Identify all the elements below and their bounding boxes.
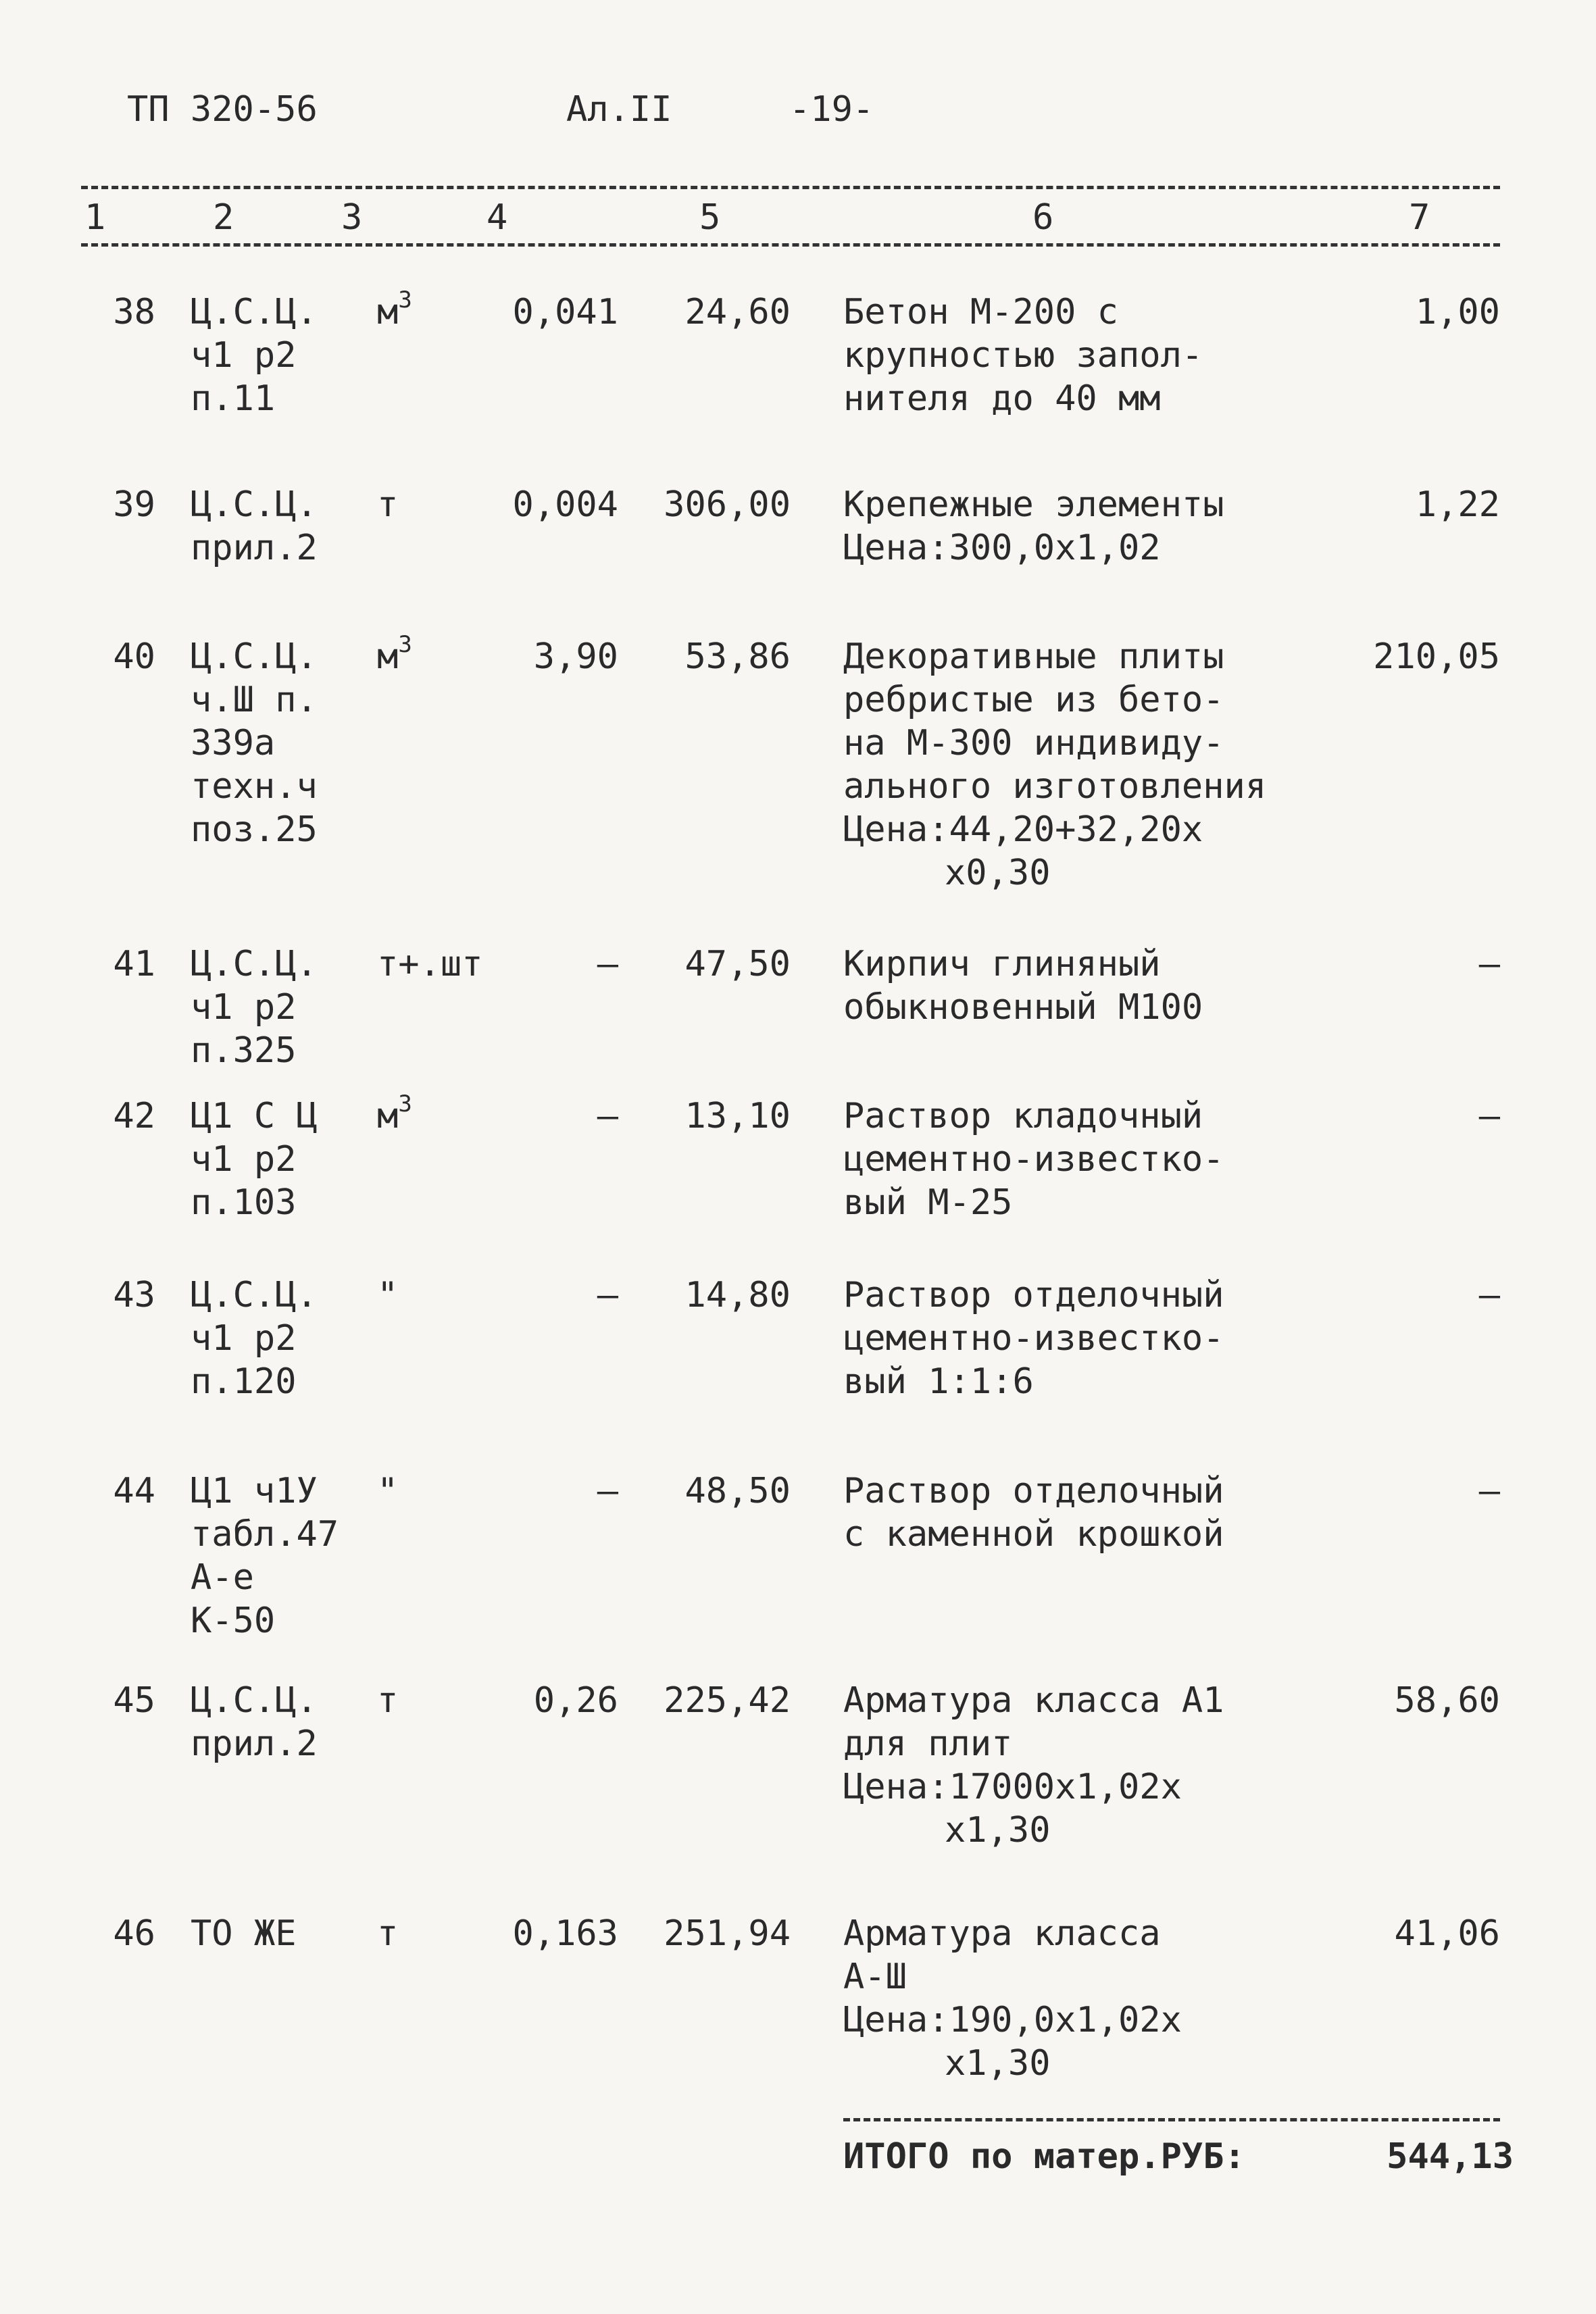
norm-reference-line: прил.2 <box>191 1724 318 1764</box>
quantity: – <box>597 944 618 984</box>
description-line: А-Ш <box>843 1957 907 1997</box>
column-number-6: 6 <box>1032 197 1054 238</box>
quantity: 0,163 <box>512 1913 618 1954</box>
column-number-4: 4 <box>487 197 508 238</box>
norm-reference-line: Ц.С.Ц. <box>191 1680 318 1721</box>
norm-reference <box>191 635 318 851</box>
page-number: -19- <box>789 89 874 130</box>
unit <box>377 1274 398 1317</box>
description-line: цементно-известко- <box>843 1139 1224 1180</box>
unit-price: 53,86 <box>684 636 791 677</box>
total-cost: 58,60 <box>1394 1680 1500 1721</box>
norm-reference-line: ч.Ш п. <box>191 680 318 720</box>
norm-reference-line: п.325 <box>191 1030 297 1071</box>
description <box>843 1679 1224 1852</box>
description-line: Цена:300,0х1,02 <box>843 528 1161 568</box>
description-line: Бетон М-200 с <box>843 292 1118 332</box>
unit-text: м <box>377 1096 399 1136</box>
description-line: ребристые из бето- <box>843 680 1224 720</box>
unit-exponent: 3 <box>398 286 412 313</box>
description <box>843 942 1203 1029</box>
unit <box>377 1679 398 1722</box>
total-cost: 210,05 <box>1373 636 1500 677</box>
norm-reference-line: техн.ч <box>191 766 318 807</box>
norm-reference-line: ч1 р2 <box>191 1318 297 1359</box>
norm-reference-line: табл.47 <box>191 1514 339 1555</box>
description-line: вый М-25 <box>843 1182 1013 1223</box>
quantity: – <box>597 1471 618 1511</box>
total-label: ИТОГО по матер.РУБ: <box>843 2136 1245 2177</box>
description-line: Крепежные элементы <box>843 484 1224 525</box>
norm-reference-line: К-50 <box>191 1601 276 1641</box>
norm-reference <box>191 1912 297 1955</box>
unit-text: " <box>377 1275 399 1315</box>
description-line: Цена:44,20+32,20х <box>843 809 1203 850</box>
total-cost: 1,00 <box>1415 292 1500 332</box>
description-line: Цена:190,0х1,02х <box>843 2000 1182 2040</box>
norm-reference-line: Ц.С.Ц. <box>191 636 318 677</box>
quantity: 0,041 <box>512 292 618 332</box>
unit-exponent: 3 <box>398 630 412 658</box>
row-number: 42 <box>113 1096 155 1136</box>
total-cost: 1,22 <box>1415 484 1500 525</box>
row-number: 39 <box>113 484 155 525</box>
description-line: Цена:17000х1,02х <box>843 1767 1182 1807</box>
column-number-1: 1 <box>84 197 106 238</box>
column-number-2: 2 <box>213 197 234 238</box>
norm-reference-line: ТО ЖЕ <box>191 1913 297 1954</box>
unit-exponent: 3 <box>398 1090 412 1117</box>
total-cost: – <box>1478 1096 1500 1136</box>
norm-reference <box>191 1679 318 1765</box>
description <box>843 291 1203 420</box>
description-line: Раствор отделочный <box>843 1275 1224 1315</box>
description <box>843 1912 1182 2085</box>
norm-reference <box>191 1274 318 1403</box>
unit <box>377 1912 398 1955</box>
unit <box>377 1090 412 1138</box>
unit-text: м <box>377 292 399 332</box>
quantity: 0,004 <box>512 484 618 525</box>
unit <box>377 286 412 334</box>
total-cost: 41,06 <box>1394 1913 1500 1954</box>
description-line: нителя до 40 мм <box>843 378 1161 419</box>
norm-reference-line: прил.2 <box>191 528 318 568</box>
unit-price: 306,00 <box>664 484 791 525</box>
total-value: 544,13 <box>1387 2136 1514 2177</box>
row-number: 44 <box>113 1471 155 1511</box>
description-line: обыкновенный М100 <box>843 987 1203 1028</box>
unit <box>377 1469 398 1513</box>
column-header-rule <box>81 243 1500 247</box>
norm-reference-line: А-е <box>191 1557 254 1598</box>
description-line: вый 1:1:6 <box>843 1361 1034 1402</box>
description-line: крупностью запол- <box>843 335 1203 376</box>
quantity: – <box>597 1275 618 1315</box>
column-number-5: 5 <box>699 197 721 238</box>
norm-reference-line: Ц.С.Ц. <box>191 944 318 984</box>
norm-reference-line: Ц.С.Ц. <box>191 292 318 332</box>
description <box>843 635 1266 895</box>
unit-price: 251,94 <box>664 1913 791 1954</box>
norm-reference-line: ч1 р2 <box>191 1139 297 1180</box>
description <box>843 1274 1224 1403</box>
unit-text: м <box>377 636 399 677</box>
norm-reference-line: 339а <box>191 723 276 763</box>
album-number: Ал.II <box>566 89 672 130</box>
unit-price: 14,80 <box>684 1275 791 1315</box>
table-top-rule <box>81 186 1500 189</box>
total-cost: – <box>1478 944 1500 984</box>
norm-reference-line: п.120 <box>191 1361 297 1402</box>
norm-reference <box>191 1469 339 1642</box>
row-number: 41 <box>113 944 155 984</box>
unit-price: 48,50 <box>684 1471 791 1511</box>
norm-reference-line: Ц.С.Ц. <box>191 484 318 525</box>
unit-text: т <box>377 1680 399 1721</box>
unit-text: т <box>377 1913 399 1954</box>
norm-reference-line: поз.25 <box>191 809 318 850</box>
unit-price: 225,42 <box>664 1680 791 1721</box>
norm-reference <box>191 1095 318 1224</box>
row-number: 38 <box>113 292 155 332</box>
quantity: 0,26 <box>533 1680 618 1721</box>
norm-reference-line: Ц1 ч1У <box>191 1471 318 1511</box>
unit <box>377 942 483 986</box>
row-number: 40 <box>113 636 155 677</box>
description-line: с каменной крошкой <box>843 1514 1224 1555</box>
description <box>843 1095 1224 1224</box>
norm-reference-line: ч1 р2 <box>191 987 297 1028</box>
description-line: Арматура класса <box>843 1913 1161 1954</box>
description-line: Декоративные плиты <box>843 636 1224 677</box>
unit <box>377 483 398 526</box>
unit-price: 47,50 <box>684 944 791 984</box>
total-cost: – <box>1478 1275 1500 1315</box>
column-number-3: 3 <box>341 197 363 238</box>
unit-price: 24,60 <box>684 292 791 332</box>
description-line: Раствор кладочный <box>843 1096 1203 1136</box>
norm-reference <box>191 483 318 570</box>
row-number: 43 <box>113 1275 155 1315</box>
column-number-7: 7 <box>1409 197 1430 238</box>
description-line: ального изготовления <box>843 766 1267 807</box>
description-line: Раствор отделочный <box>843 1471 1224 1511</box>
document-code: ТП 320-56 <box>127 89 318 130</box>
unit-price: 13,10 <box>684 1096 791 1136</box>
description-line: цементно-известко- <box>843 1318 1224 1359</box>
norm-reference-line: Ц1 С Ц <box>191 1096 318 1136</box>
description-line: для плит <box>843 1724 1013 1764</box>
description-line: Арматура класса А1 <box>843 1680 1224 1721</box>
norm-reference <box>191 942 318 1072</box>
norm-reference-line: ч1 р2 <box>191 335 297 376</box>
description-line: на М-300 индивиду- <box>843 723 1224 763</box>
total-cost: – <box>1478 1471 1500 1511</box>
total-rule <box>843 2118 1500 2121</box>
description-line: Кирпич глиняный <box>843 944 1161 984</box>
norm-reference <box>191 291 318 420</box>
description-line: х1,30 <box>945 1810 1051 1851</box>
quantity: 3,90 <box>533 636 618 677</box>
norm-reference-line: Ц.С.Ц. <box>191 1275 318 1315</box>
norm-reference-line: п.103 <box>191 1182 297 1223</box>
row-number: 45 <box>113 1680 155 1721</box>
description <box>843 1469 1224 1556</box>
row-number: 46 <box>113 1913 155 1954</box>
description-line: х1,30 <box>945 2043 1051 2084</box>
norm-reference-line: п.11 <box>191 378 276 419</box>
unit-text: " <box>377 1471 399 1511</box>
description-line: х0,30 <box>945 853 1051 893</box>
description <box>843 483 1224 570</box>
unit-text: т+.шт <box>377 944 483 984</box>
unit-text: т <box>377 484 399 525</box>
quantity: – <box>597 1096 618 1136</box>
unit <box>377 630 412 678</box>
